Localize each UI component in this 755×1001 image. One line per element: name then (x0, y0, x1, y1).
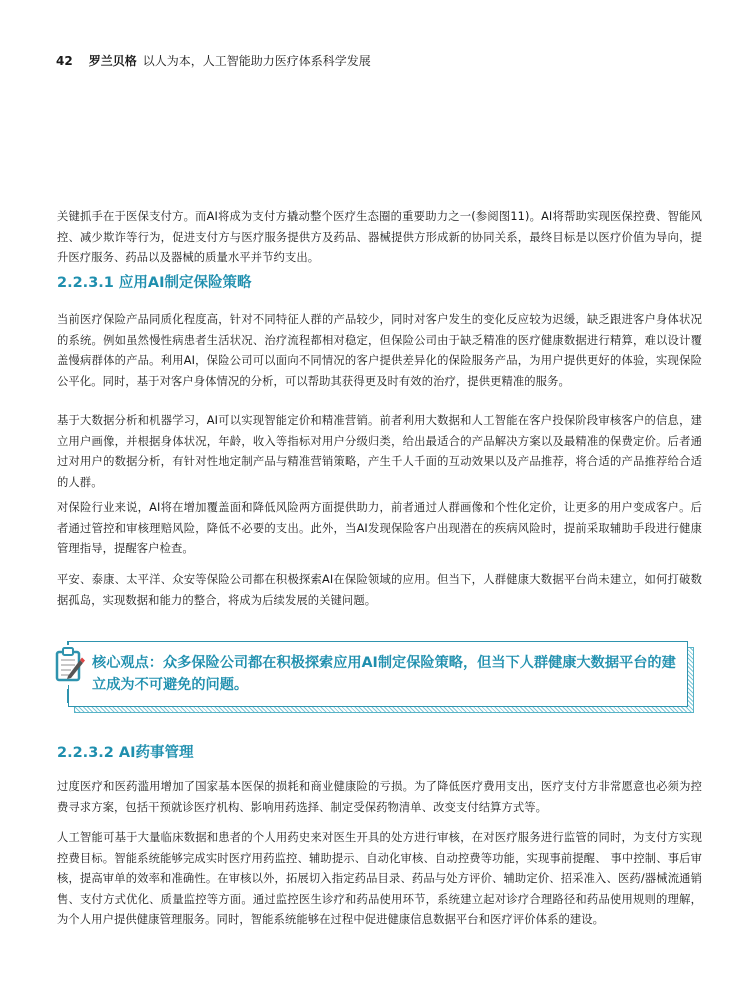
paragraph: 人工智能可基于大量临床数据和患者的个人用药史来对医生开具的处方进行审核，在对医疗服务进行监管的同时，为支付方实现控费目标。智能系统能够完成实时医疗用药监控、辅助提示、自动化审核、自动控费等功能，实现事前提醒、 事中控制、事后审核，提高审单的效率和准确性。在审核以外，拓展切入指定药品目录、药品与处方评价、辅助定价、招采准入、医药/器械流通销售、支付方式优化、质量监控等方面。通过监控医生诊疗和药品使用环节，系统建立起对诊疗合理路径和药品使用规则的理解，为个人用户提供健康管理服务。同时，智能系统能够在过程中促进健康信息数据平台和医疗评价体系的建设。 (57, 831, 702, 926)
page-number: 42 (56, 54, 73, 68)
key-insight-callout (68, 641, 688, 707)
paragraph: 过度医疗和医药滥用增加了国家基本医保的损耗和商业健康险的亏损。为了降低医疗费用支出，医疗支付方非常愿意也必须为控费寻求方案，包括干预就诊医疗机构、影响用药选择、制定受保药物清单、改变支付结算方式等。 (57, 780, 702, 814)
paragraph: 对保险行业来说，AI将在增加覆盖面和降低风险两方面提供助力，前者通过人群画像和个性化定价，让更多的用户变成客户。后者通过管控和审核理赔风险，降低不必要的支出。此外，当AI发现保险客户出现潜在的疾病风险时，提前采取辅助手段进行健康管理指导，提醒客户检查。 (57, 501, 702, 555)
paragraph: 基于大数据分析和机器学习，AI可以实现智能定价和精准营销。前者利用大数据和人工智能在客户投保阶段审核客户的信息，建立用户画像，并根据身体状况，年龄，收入等指标对用户分级归类，给出最适合的产品解决方案以及最精准的保费定价。后者通过对用户的数据分析，有针对性地定制产品与精准营销策略，产生千人千面的互动效果以及产品推荐，将合适的产品推荐给合适的人群。 (57, 414, 702, 489)
paragraph: 平安、泰康、太平洋、众安等保险公司都在积极探索AI在保险领域的应用。但当下，人群健康大数据平台尚未建立，如何打破数据孤岛，实现数据和能力的整合，将成为后续发展的关键问题。 (57, 573, 702, 607)
paragraph: 当前医疗保险产品同质化程度高，针对不同特征人群的产品较少，同时对客户发生的变化反应较为迟缓，缺乏跟进客户身体状况的系统。例如虽然慢性病患者生活状况、治疗流程都相对稳定，但保险公司由于缺乏精准的医疗健康数据进行精算，难以设计覆盖慢病群体的产品。利用AI，保险公司可以面向不同情况的客户提供差异化的保险服务产品，为用户提供更好的体验，实现保险公平化。同时，基于对客户身体情况的分析，可以帮助其获得更及时有效的治疗，提供更精准的服务。 (57, 313, 702, 388)
section-heading-insurance-strategy: 2.2.3.1 应用AI制定保险策略 (57, 275, 252, 291)
report-title: 以人为本，人工智能助力医疗体系科学发展 (142, 54, 371, 68)
section-heading-pharmacy-management: 2.2.3.2 AI药事管理 (57, 745, 194, 761)
brand-name: 罗兰贝格 (88, 54, 137, 68)
clipboard-pencil-icon (54, 645, 86, 685)
callout-text: 核心观点：众多保险公司都在积极探索应用AI制定保险策略，但当下人群健康大数据平台的建立成为不可避免的问题。 (92, 655, 676, 693)
page-header (56, 52, 371, 69)
intro-paragraph: 关键抓手在于医保支付方。而AI将成为支付方撬动整个医疗生态圈的重要助力之一(参阅图11)。AI将帮助实现医保控费、智能风控、减少欺诈等行为，促进支付方与医疗服务提供方及药品、器械提供方形成新的协同关系，最终目标是以医疗价值为导向，提升医疗服务、药品以及器械的质量水平并节约支出。 (57, 210, 702, 264)
callout-divider (67, 689, 69, 703)
